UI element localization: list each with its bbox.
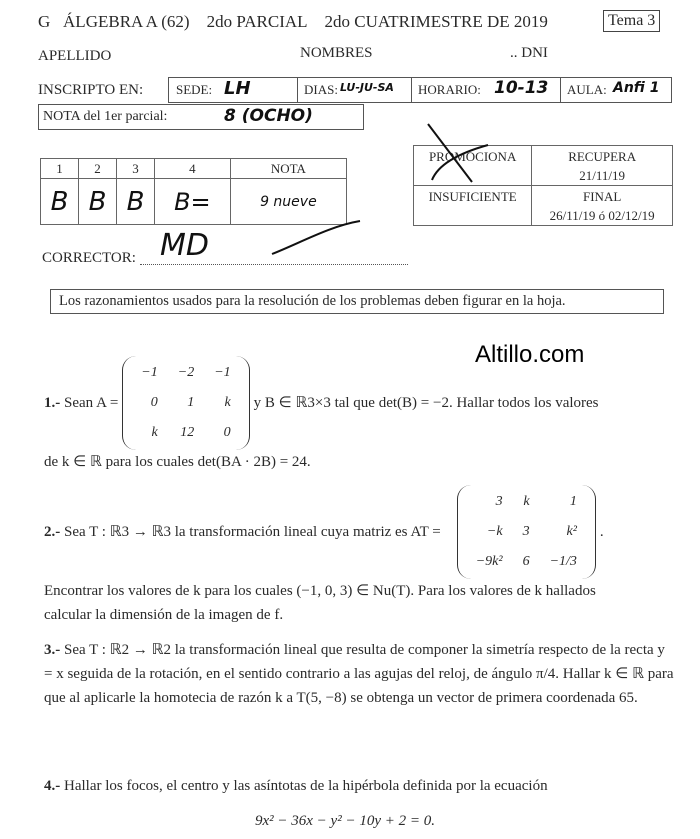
matrix-cell: −k	[486, 524, 503, 539]
matrix-cell: k	[224, 395, 231, 410]
problem-number: 2.-	[44, 524, 61, 540]
aula-label: AULA:	[567, 82, 607, 97]
matrix-cell: k	[523, 494, 530, 509]
sede-field	[168, 77, 298, 103]
matrix-at	[457, 485, 596, 579]
tema-badge: Tema 3	[603, 10, 660, 32]
corrector-signature: MD	[160, 228, 209, 263]
exam-term: 2do CUATRIMESTRE DE 2019	[324, 12, 548, 31]
recupera-label: RECUPERA	[568, 148, 637, 164]
header-letter: G	[38, 12, 51, 31]
dias-field	[297, 77, 412, 103]
sede-value: LH	[224, 78, 251, 99]
matrix-a	[122, 356, 249, 450]
final-label: FINAL	[583, 188, 622, 204]
matrix-cell: −1	[141, 365, 158, 380]
matrix-cell: −2	[177, 365, 195, 380]
grade-value: B	[117, 179, 155, 225]
promociona-cell: PROMOCIONA	[414, 146, 532, 186]
horario-field	[411, 77, 561, 103]
dias-value: LU-JU-SA	[340, 81, 394, 94]
matrix-cell: 1	[187, 395, 195, 410]
matrix-cell: 12	[180, 425, 195, 440]
problem-number: 3.-	[44, 642, 61, 658]
notice-box: Los razonamientos usados para la resolución de los problemas deben figurar en la hoja.	[50, 289, 664, 314]
exam-name: 2do PARCIAL	[206, 12, 308, 31]
course-title: ÁLGEBRA A (62)	[63, 12, 190, 31]
corrector-line	[140, 264, 408, 265]
matrix-cell: 3	[522, 524, 530, 539]
insuficiente-cell: INSUFICIENTE	[414, 186, 532, 226]
matrix-cell: 0	[223, 425, 231, 440]
horario-label: HORARIO:	[418, 82, 481, 97]
nota-primer-parcial-field	[38, 104, 364, 130]
dias-label: DIAS:	[304, 82, 338, 97]
matrix-cell: k²	[566, 524, 577, 539]
problem-2: 2.- Sea T : ℝ3 → ℝ3 la transformación lineal cuya matriz es AT = 3 k 1 −k 3 k² −9k² 6 −1/3 . Encontrar los valores de k para los cuales (−1, 0, 3) ∈ Nu(T). Para los valores de k hallados calcular la dimensión de la imagen de f.	[44, 485, 674, 627]
dni-label: .. DNI	[510, 45, 548, 61]
matrix-cell: 0	[150, 395, 158, 410]
problem-text: Encontrar los valores de k para los cuales (−1, 0, 3) ∈ Nu(T). Para los valores de k hallados	[44, 583, 596, 599]
grade-header: 2	[79, 159, 117, 179]
problem-3	[44, 638, 674, 710]
problem-text: y B ∈ ℝ3×3 tal que det(B) = −2. Hallar todos los valores	[253, 395, 599, 411]
matrix-cell: −9k²	[475, 554, 503, 569]
corrector-label: CORRECTOR:	[42, 250, 136, 266]
grade-value: B	[41, 179, 79, 225]
matrix-cell: k	[151, 425, 158, 440]
aula-value: Anfi 1	[613, 80, 660, 96]
apellido-label: APELLIDO	[38, 48, 112, 64]
problem-4	[44, 774, 674, 798]
problem-1	[44, 356, 674, 474]
problem-number: 1.-	[44, 395, 61, 411]
problem-text: calcular la dimensión de la imagen de f.	[44, 607, 284, 623]
inscripto-label: INSCRIPTO EN:	[38, 82, 144, 98]
matrix-cell: 6	[522, 554, 530, 569]
nombres-label: NOMBRES	[300, 45, 373, 61]
problem-text: Sea T : ℝ2 → ℝ2 la transformación lineal que resulta de componer la simetría respecto de la recta y = x seguida de la rotación, en el sentido contrario a las agujas del reloj, de ángulo π/4. Hallar k ∈ ℝ para que al aplicarle la homotecia de razón k a T(5, −8) se obtenga un vector de primera coordenada 65.	[44, 642, 674, 706]
nota1-value: 8 (OCHO)	[224, 106, 313, 126]
matrix-cell: 3	[495, 494, 503, 509]
problem-text: de k ∈ ℝ para los cuales det(BA · 2B) = 24.	[44, 454, 311, 470]
grade-value: 9 nueve	[230, 179, 346, 225]
handwritten-cross-mark	[420, 120, 500, 190]
grade-header: 3	[117, 159, 155, 179]
matrix-cell: −1	[214, 365, 231, 380]
grade-header: NOTA	[230, 159, 346, 179]
nota1-label: NOTA del 1er parcial:	[43, 109, 168, 124]
final-dates: 26/11/19 ó 02/12/19	[549, 207, 655, 223]
problem-number: 4.-	[44, 778, 61, 794]
problem-text: Sean A =	[64, 395, 119, 411]
watermark: Altillo.com	[475, 341, 585, 368]
hyperbola-equation: 9x² − 36x − y² − 10y + 2 = 0.	[255, 813, 435, 829]
exam-header	[38, 12, 548, 32]
horario-value: 10-13	[494, 78, 549, 98]
grade-value: B=	[155, 179, 231, 225]
matrix-cell: −1/3	[549, 554, 577, 569]
signature-stroke	[270, 218, 370, 258]
problem-text: Sea T : ℝ3 → ℝ3 la transformación lineal cuya matriz es AT =	[64, 524, 441, 540]
problem-text: Hallar los focos, el centro y las asíntotas de la hipérbola definida por la ecuación	[64, 778, 548, 794]
recupera-date: 21/11/19	[579, 167, 626, 183]
grade-header: 1	[41, 159, 79, 179]
sede-label: SEDE:	[176, 82, 213, 97]
grade-value: B	[79, 179, 117, 225]
grades-table	[40, 158, 347, 225]
aula-field	[560, 77, 672, 103]
grade-header: 4	[155, 159, 231, 179]
matrix-cell: 1	[569, 494, 577, 509]
